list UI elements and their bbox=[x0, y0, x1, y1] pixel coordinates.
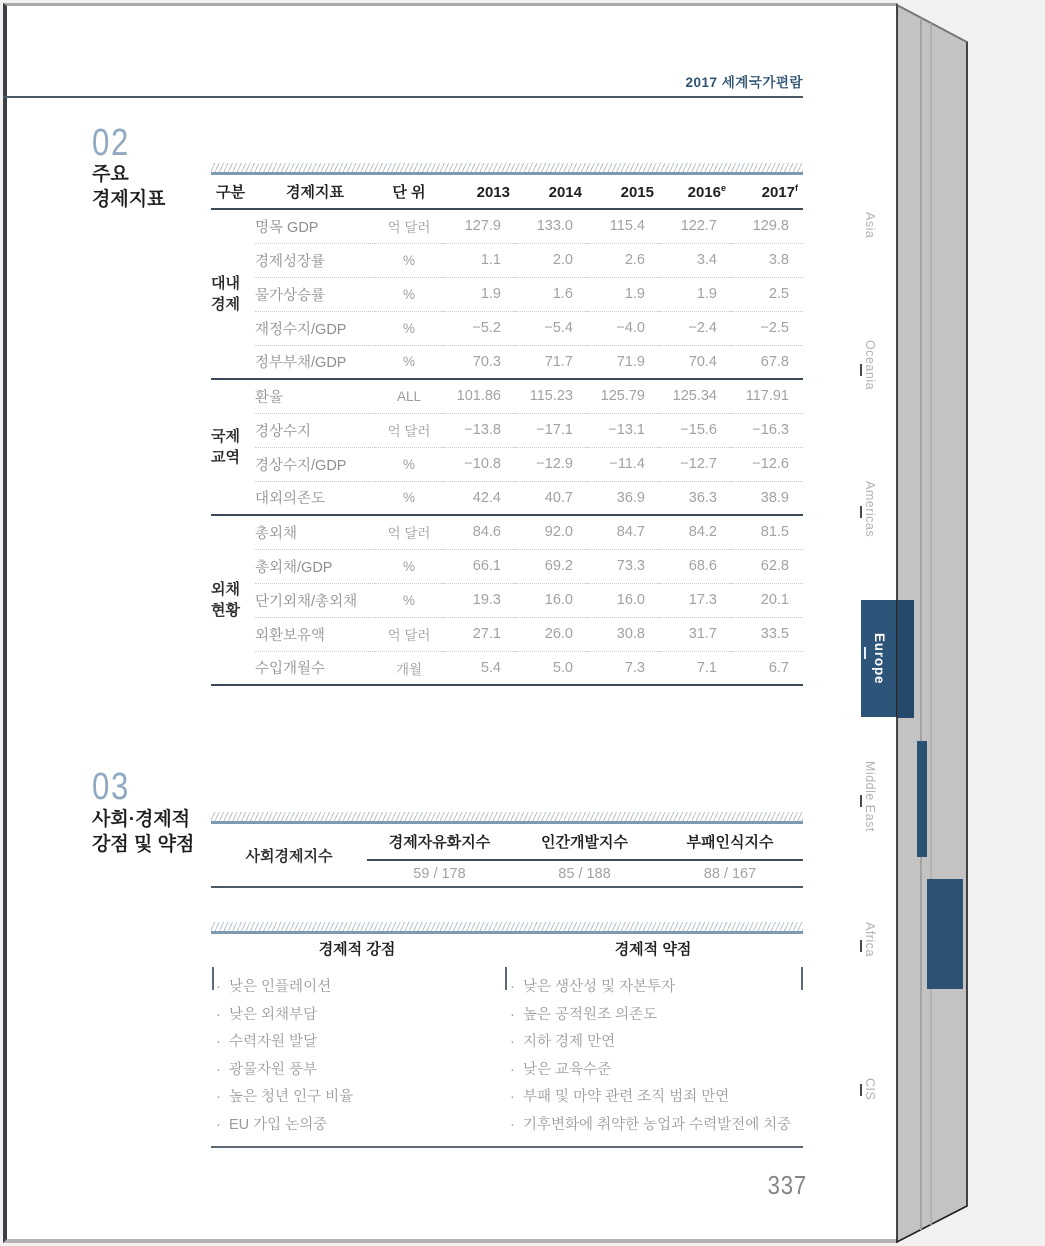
weaknesses-header: 경제적 약점 bbox=[614, 941, 692, 958]
strengths-header: 경제적 강점 bbox=[318, 941, 396, 958]
list-item: · 낮은 교육수준 bbox=[510, 1061, 612, 1078]
page-number: 337 bbox=[767, 1170, 807, 1200]
section3-number: 03 bbox=[92, 766, 130, 808]
nav-tick bbox=[860, 364, 862, 376]
header-rule bbox=[3, 96, 803, 98]
section3-title-line2: 강점 및 약점 bbox=[92, 834, 195, 856]
section2-number: 02 bbox=[92, 122, 130, 164]
table-row bbox=[211, 311, 803, 345]
list-item: · 높은 공적원조 의존도 bbox=[510, 1006, 658, 1023]
table-cell: 1.9 bbox=[659, 277, 731, 311]
table-cell: 125.34 bbox=[672, 388, 717, 405]
table-cell: 81.5 bbox=[760, 524, 789, 541]
tab-oceania[interactable]: Oceania bbox=[863, 340, 877, 391]
table-cell: 69.2 bbox=[515, 549, 587, 583]
col-header-2017f: 2017$^f$ bbox=[761, 182, 798, 201]
tab-europe-active[interactable] bbox=[861, 600, 898, 717]
table-cell: 물가상승률 bbox=[255, 277, 375, 311]
table-cell: 84.6 bbox=[472, 524, 501, 541]
table-row bbox=[211, 549, 803, 583]
section3-title-line1: 사회·경제적 bbox=[92, 809, 191, 830]
table-cell: 억 달러 bbox=[375, 413, 443, 447]
table-row bbox=[211, 277, 803, 311]
table-cell: 127.9 bbox=[464, 218, 501, 235]
strengths-list bbox=[216, 974, 501, 1139]
table-cell: 115.4 bbox=[609, 218, 645, 235]
table-cell: 7.1 bbox=[659, 651, 731, 685]
col-header-gubun: 구분 bbox=[216, 184, 245, 201]
list-item: · EU 가입 논의중 bbox=[216, 1116, 328, 1133]
table-cell: % bbox=[375, 481, 443, 515]
table-cell: −5.2 bbox=[443, 311, 515, 345]
table-cell: 31.7 bbox=[659, 617, 731, 651]
table-cell: −16.3 bbox=[731, 413, 803, 447]
table-row bbox=[211, 617, 803, 651]
table-row bbox=[211, 447, 803, 481]
table-cell: 71.9 bbox=[587, 345, 659, 379]
table-cell: 26.0 bbox=[515, 617, 587, 651]
table-cell: −11.4 bbox=[587, 447, 659, 481]
table-cell: 38.9 bbox=[731, 481, 803, 515]
table-cell: 7.3 bbox=[587, 651, 659, 685]
table-row bbox=[211, 651, 803, 685]
table-cell: 27.1 bbox=[443, 617, 515, 651]
table-cell: 36.9 bbox=[587, 481, 659, 515]
table-cell: 36.3 bbox=[659, 481, 731, 515]
table-cell: 70.4 bbox=[659, 345, 731, 379]
table-cell: 68.6 bbox=[659, 549, 731, 583]
table-cell: −5.4 bbox=[515, 311, 587, 345]
table-cell: 73.3 bbox=[587, 549, 659, 583]
decor-hatch-bar bbox=[211, 812, 803, 824]
tab-edge-middle-east bbox=[917, 741, 927, 857]
table-cell: −4.0 bbox=[587, 311, 659, 345]
nav-tick-active bbox=[864, 647, 866, 659]
col-header-2013: 2013 bbox=[476, 183, 510, 201]
table-cell: 정부부채/GDP bbox=[255, 345, 375, 379]
section2-title bbox=[92, 162, 165, 212]
table-cell: 억 달러 bbox=[387, 220, 431, 236]
list-item: · 낮은 외채부담 bbox=[216, 1006, 318, 1023]
table-cell: −12.7 bbox=[659, 447, 731, 481]
table-row bbox=[211, 515, 803, 549]
table-group-label: 외채 현황 bbox=[211, 581, 240, 619]
table-cell: 125.79 bbox=[600, 388, 645, 405]
table-row bbox=[211, 413, 803, 447]
index-value: 88 / 167 bbox=[703, 865, 757, 882]
table-cell: 1.1 bbox=[443, 243, 515, 277]
section2-title-line1: 주요 bbox=[92, 164, 129, 185]
table-cell: 2.6 bbox=[587, 243, 659, 277]
table-cell: 16.0 bbox=[587, 583, 659, 617]
table-cell: −12.9 bbox=[515, 447, 587, 481]
table-cell: 5.0 bbox=[515, 651, 587, 685]
col-header-2016e: 2016e bbox=[687, 182, 726, 201]
table-cell: 2.5 bbox=[731, 277, 803, 311]
col-header-indicator: 경제지표 bbox=[286, 184, 344, 201]
table-cell: 총외채 bbox=[255, 525, 298, 542]
table-cell: 경상수지/GDP bbox=[255, 447, 375, 481]
group-international-trade bbox=[211, 379, 803, 515]
list-item: · 기후변화에 취약한 농업과 수력발전에 치중 bbox=[510, 1116, 792, 1133]
index-row-label: 사회경제지수 bbox=[245, 847, 333, 865]
index-name: 부패인식지수 bbox=[657, 824, 803, 860]
nav-tick bbox=[860, 1084, 862, 1096]
table-cell: 40.7 bbox=[515, 481, 587, 515]
column-divider-tick bbox=[505, 967, 507, 990]
table-cell: % bbox=[375, 277, 443, 311]
table-cell: % bbox=[375, 447, 443, 481]
section3-title bbox=[92, 807, 194, 857]
table-cell: 3.4 bbox=[659, 243, 731, 277]
table-cell: 70.3 bbox=[443, 345, 515, 379]
table-row bbox=[211, 481, 803, 515]
table-cell: 1.6 bbox=[515, 277, 587, 311]
social-economic-index-table bbox=[211, 824, 803, 888]
group-domestic-economy bbox=[211, 209, 803, 379]
table-cell: −10.8 bbox=[443, 447, 515, 481]
table-cell: 67.8 bbox=[731, 345, 803, 379]
tab-asia[interactable]: Asia bbox=[863, 212, 877, 239]
table-cell: % bbox=[375, 243, 443, 277]
table-cell: −12.6 bbox=[731, 447, 803, 481]
list-item: · 수력자원 발달 bbox=[216, 1034, 318, 1050]
table-cell: 수입개월수 bbox=[255, 651, 375, 685]
table-row bbox=[211, 243, 803, 277]
section2-title-line2: 경제지표 bbox=[92, 189, 166, 211]
table-bottom-rule bbox=[211, 1146, 803, 1148]
tab-edge-europe bbox=[898, 600, 914, 718]
table-cell: 101.86 bbox=[456, 388, 501, 405]
table-cell: −17.1 bbox=[515, 413, 587, 447]
table-cell: 환율 bbox=[255, 389, 284, 406]
table-cell: 71.7 bbox=[515, 345, 587, 379]
index-value: 59 / 178 bbox=[413, 865, 466, 882]
table-cell: % bbox=[375, 583, 443, 617]
index-name: 경제자유화지수 bbox=[367, 824, 512, 860]
table-cell: 개월 bbox=[375, 651, 443, 685]
table-cell: 19.3 bbox=[443, 583, 515, 617]
table-cell: 명목 GDP bbox=[255, 219, 319, 236]
table-cell: −2.5 bbox=[731, 311, 803, 345]
col-header-2014: 2014 bbox=[548, 183, 582, 201]
table-cell: 억 달러 bbox=[375, 617, 443, 651]
tab-americas[interactable]: Americas bbox=[863, 481, 877, 538]
table-cell: 경상수지 bbox=[255, 413, 375, 447]
table-cell: % bbox=[375, 311, 443, 345]
table-cell: % bbox=[375, 345, 443, 379]
list-item: · 높은 청년 인구 비율 bbox=[216, 1089, 354, 1105]
table-cell: ALL bbox=[396, 388, 422, 404]
table-row bbox=[211, 345, 803, 379]
table-cell: 33.5 bbox=[731, 617, 803, 651]
tab-cis[interactable]: CIS bbox=[863, 1078, 877, 1101]
list-item: · 광물자원 풍부 bbox=[216, 1061, 318, 1078]
table-row bbox=[211, 209, 803, 243]
tab-edge-africa bbox=[927, 879, 963, 989]
list-item: · 지하 경제 만연 bbox=[510, 1034, 616, 1050]
table-cell: −13.8 bbox=[443, 413, 515, 447]
table-cell: 5.4 bbox=[443, 651, 515, 685]
table-cell: −2.4 bbox=[659, 311, 731, 345]
table-cell: 16.0 bbox=[515, 583, 587, 617]
table-cell: 122.7 bbox=[680, 218, 717, 235]
table-header-row bbox=[211, 175, 803, 209]
table-cell: −15.6 bbox=[659, 413, 731, 447]
table-cell: 84.7 bbox=[616, 524, 645, 541]
table-cell: 1.9 bbox=[587, 277, 659, 311]
nav-tick bbox=[860, 940, 862, 952]
table-cell: 단기외채/총외채 bbox=[255, 583, 375, 617]
table-cell: 115.23 bbox=[529, 388, 573, 405]
table-cell: 억 달러 bbox=[387, 526, 431, 542]
table-cell: 외환보유액 bbox=[255, 617, 375, 651]
group-external-debt bbox=[211, 515, 803, 685]
index-name: 인간개발지수 bbox=[512, 824, 657, 860]
table-cell: 66.1 bbox=[443, 549, 515, 583]
table-cell: % bbox=[375, 549, 443, 583]
list-item: · 낮은 인플레이션 bbox=[216, 979, 332, 995]
table-row bbox=[211, 379, 803, 413]
tab-middle-east[interactable]: Middle East bbox=[863, 761, 877, 832]
table-cell: −13.1 bbox=[587, 413, 659, 447]
table-cell: 20.1 bbox=[731, 583, 803, 617]
table-cell: 17.3 bbox=[659, 583, 731, 617]
table-cell: 133.0 bbox=[536, 218, 573, 235]
list-item: · 낮은 생산성 및 자본투자 bbox=[510, 979, 676, 995]
table-cell: 129.8 bbox=[752, 218, 789, 235]
nav-tick bbox=[860, 795, 862, 807]
table-cell: 62.8 bbox=[731, 549, 803, 583]
table-cell: 42.4 bbox=[443, 481, 515, 515]
table-group-label: 국제 교역 bbox=[211, 428, 240, 466]
tab-africa[interactable]: Africa bbox=[863, 922, 877, 957]
page-header-title: 2017 세계국가편람 bbox=[685, 75, 803, 90]
nav-tick bbox=[860, 506, 862, 518]
table-cell: 총외채/GDP bbox=[255, 549, 375, 583]
tab-europe-label: Europe bbox=[872, 632, 887, 685]
table-cell: 3.8 bbox=[731, 243, 803, 277]
table-group-label: 대내 경제 bbox=[211, 275, 240, 313]
table-cell: 30.8 bbox=[587, 617, 659, 651]
table-cell: 대외의존도 bbox=[255, 481, 375, 515]
column-tick bbox=[212, 967, 214, 990]
table-cell: 117.91 bbox=[745, 388, 789, 405]
table-cell: 84.2 bbox=[688, 524, 717, 541]
table-cell: 6.7 bbox=[731, 651, 803, 685]
index-header-row bbox=[211, 824, 803, 860]
column-tick bbox=[801, 967, 803, 990]
decor-hatch-bar bbox=[211, 163, 803, 175]
col-header-unit: 단 위 bbox=[392, 184, 426, 201]
table-cell: 재정수지/GDP bbox=[255, 311, 375, 345]
index-value: 85 / 188 bbox=[558, 865, 611, 882]
list-item: · 부패 및 마약 관련 조직 범죄 만연 bbox=[510, 1089, 730, 1105]
table-cell: 2.0 bbox=[515, 243, 587, 277]
table-cell: 경제성장률 bbox=[255, 243, 375, 277]
decor-hatch-bar bbox=[211, 922, 803, 934]
table-cell: 92.0 bbox=[544, 524, 573, 541]
table-row bbox=[211, 583, 803, 617]
col-header-2015: 2015 bbox=[620, 183, 654, 201]
economic-indicators-table bbox=[211, 175, 803, 686]
weaknesses-list bbox=[510, 974, 795, 1139]
table-cell: 1.9 bbox=[443, 277, 515, 311]
